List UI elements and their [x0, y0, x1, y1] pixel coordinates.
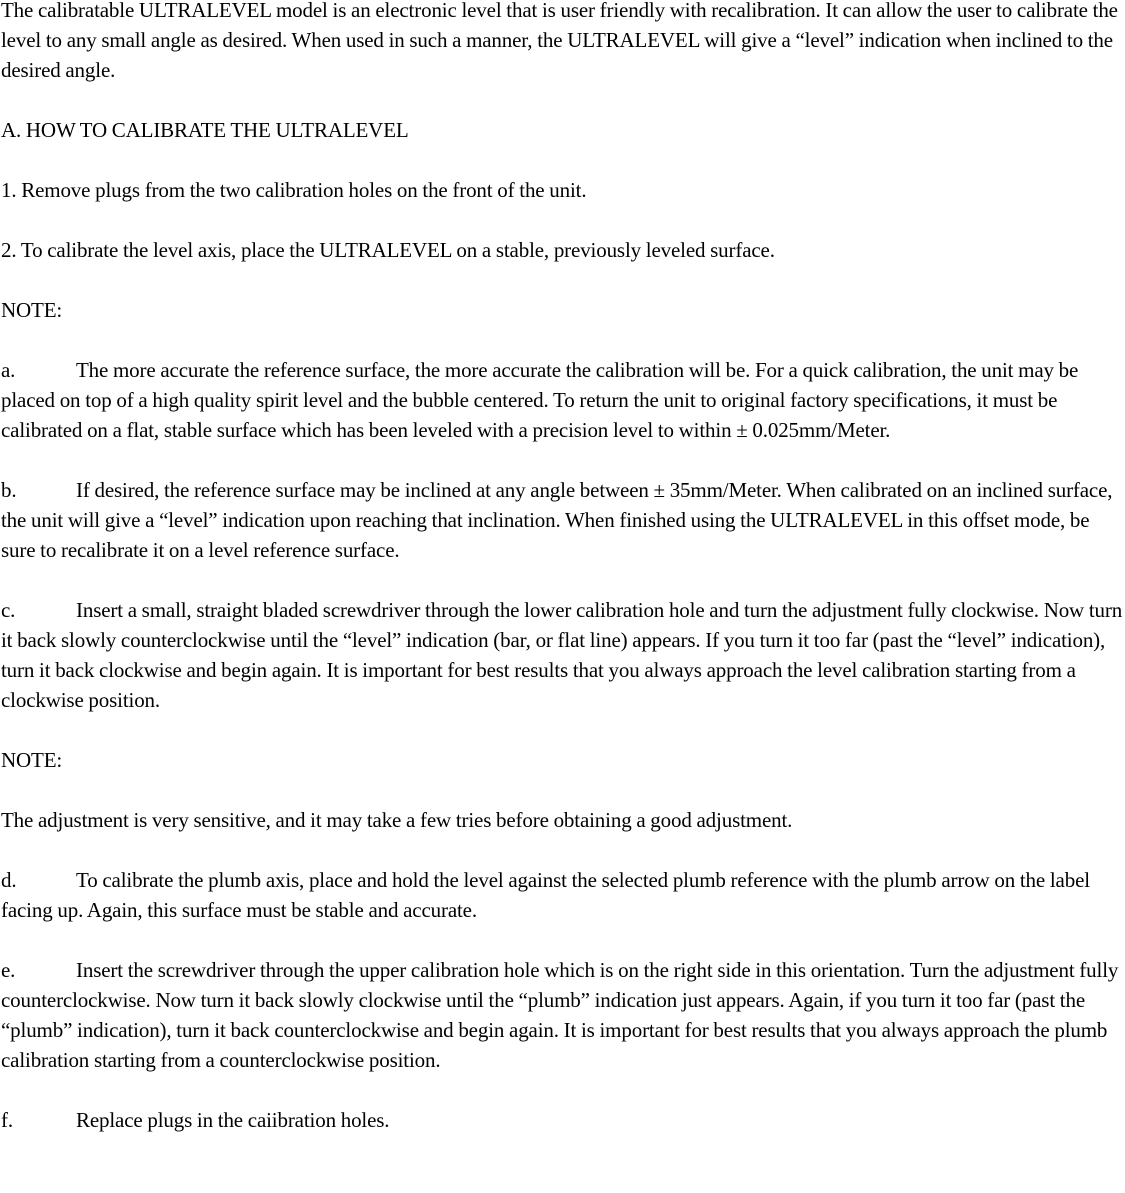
- item-e: [1, 955, 1125, 1075]
- item-d-label: d.: [1, 868, 17, 892]
- step-1: 1. Remove plugs from the two calibration holes on the front of the unit.: [1, 178, 587, 202]
- note-2-text: The adjustment is very sensitive, and it may take a few tries before obtaining a good adjustment.: [1, 808, 793, 832]
- item-c-text: Insert a small, straight bladed screwdriver through the lower calibration hole and turn the adjustment fully clockwise. Now turn it back slowly counterclockwise until the “level” indication (bar, or flat line) appears. If you turn it too far (past the “level” indication), turn it back clockwise and begin again. It is important for best results that you always approach the level calibration starting from a clockwise position.: [1, 598, 1123, 712]
- item-b-text: If desired, the reference surface may be inclined at any angle between ± 35mm/Meter. When calibrated on an inclined surface, the unit will give a “level” indication upon reaching that inclination. When finished using the ULTRALEVEL in this offset mode, be sure to recalibrate it on a level reference surface.: [1, 478, 1113, 562]
- item-a-label: a.: [1, 358, 16, 382]
- item-e-label: e.: [1, 958, 16, 982]
- item-b-label: b.: [1, 478, 17, 502]
- item-c: [1, 595, 1125, 715]
- intro-paragraph: The calibratable ULTRALEVEL model is an electronic level that is user friendly with recalibration. It can allow the user to calibrate the level to any small angle as desired. When used in such a manner, the ULTRALEVEL will give a “level” indication when inclined to the desired angle.: [1, 0, 1118, 82]
- item-d: [1, 865, 1125, 925]
- note-2-label: NOTE:: [1, 748, 63, 772]
- item-a-text: The more accurate the reference surface, the more accurate the calibration will be. For a quick calibration, the unit may be placed on top of a high quality spirit level and the bubble centered. To return the unit to original factory specifications, it must be calibrated on a flat, stable surface which has been leveled with a precision level to within ± 0.025mm/Meter.: [1, 358, 1079, 442]
- item-a: [1, 355, 1125, 445]
- item-e-text: Insert the screwdriver through the upper calibration hole which is on the right side in this orientation. Turn the adjustment fully counterclockwise. Now turn it back slowly clockwise until the “plumb” indication just appears. Again, if you turn it too far (past the “plumb” indication), turn it back counterclockwise and begin again. It is important for best results that you always approach the plumb calibration starting from a counterclockwise position.: [1, 958, 1119, 1072]
- item-d-text: To calibrate the plumb axis, place and hold the level against the selected plumb reference with the plumb arrow on the label facing up. Again, this surface must be stable and accurate.: [1, 868, 1090, 922]
- section-heading: A. HOW TO CALIBRATE THE ULTRALEVEL: [1, 118, 409, 142]
- item-f-label: f.: [1, 1108, 13, 1132]
- note-1-label: NOTE:: [1, 298, 63, 322]
- item-f: [1, 1105, 1125, 1135]
- item-c-label: c.: [1, 598, 16, 622]
- step-2: 2. To calibrate the level axis, place the ULTRALEVEL on a stable, previously leveled surface.: [1, 238, 775, 262]
- item-b: [1, 475, 1125, 565]
- item-f-text: Replace plugs in the caiibration holes.: [76, 1108, 390, 1132]
